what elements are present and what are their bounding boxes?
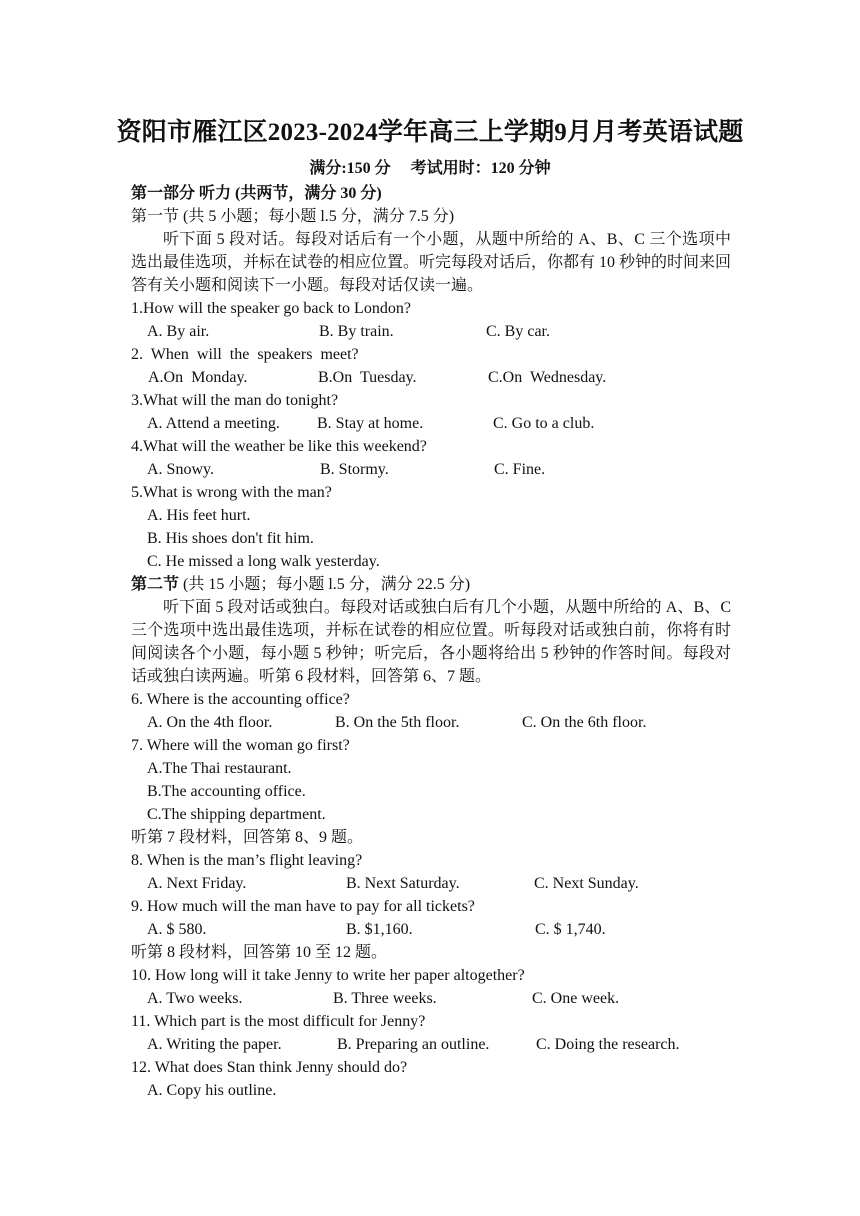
question-9: 9. How much will the man have to pay for all tickets? [131, 898, 475, 915]
option-c: C. Doing the research. [536, 1036, 680, 1053]
option-c: C. By car. [486, 323, 550, 340]
option-c: C. Next Sunday. [534, 875, 639, 892]
exam-content [131, 182, 731, 1102]
question-1: 1.How will the speaker go back to London? [131, 300, 411, 317]
option-c: C. $ 1,740. [535, 921, 606, 938]
option-c: C.The shipping department. [147, 806, 326, 823]
question-3-options [131, 412, 731, 435]
section2-heading-rest: (共 15 小题；每小题 l.5 分，满分 22.5 分) [179, 576, 471, 593]
question-8: 8. When is the man’s flight leaving? [131, 852, 363, 869]
question-4: 4.What will the weather be like this weekend? [131, 438, 427, 455]
option-a: A. Next Friday. [147, 875, 247, 892]
option-a: A. His feet hurt. [147, 507, 251, 524]
option-b: B.The accounting office. [147, 783, 306, 800]
exam-title: 资阳市雁江区2023-2024学年高三上学期9月月考英语试题 [116, 119, 744, 146]
option-a: A. Writing the paper. [147, 1036, 282, 1053]
section1-instructions: 听下面 5 段对话。每段对话后有一个小题，从题中所给的 A、B、C 三个选项中选出最佳选项，并标在试卷的相应位置。听完每段对话后，你都有 10 秒钟的时间来回答有关小题和阅读下一小题。每段对话仅读一遍。 [131, 231, 732, 294]
section2-heading [131, 573, 731, 596]
part1-heading: 第一部分 听力 (共两节，满分 30 分) [131, 185, 382, 202]
question-5: 5.What is wrong with the man? [131, 484, 332, 501]
question-6: 6. Where is the accounting office? [131, 691, 350, 708]
option-b: B.On Tuesday. [318, 369, 417, 386]
option-a: A.On Monday. [148, 369, 248, 386]
exam-subtitle [0, 155, 860, 178]
question-12: 12. What does Stan think Jenny should do? [131, 1059, 408, 1076]
exam-time: 考试用时：120 分钟 [410, 160, 551, 177]
option-b: B. His shoes don't fit him. [147, 530, 314, 547]
option-c: C. Go to a club. [493, 415, 595, 432]
option-c: C. On the 6th floor. [522, 714, 647, 731]
material-7-note: 听第 7 段材料，回答第 8、9 题。 [131, 829, 364, 846]
full-score: 满分:150 分 [309, 160, 391, 177]
option-b: B. On the 5th floor. [335, 714, 460, 731]
option-a: A. On the 4th floor. [147, 714, 273, 731]
section1-heading: 第一节 (共 5 小题；每小题 l.5 分，满分 7.5 分) [131, 208, 455, 225]
option-b: B. By train. [319, 323, 394, 340]
option-c: C. Fine. [494, 461, 546, 478]
question-6-options [131, 711, 731, 734]
question-2-options [131, 366, 731, 389]
question-11: 11. Which part is the most difficult for Jenny? [131, 1013, 426, 1030]
option-b: B. $1,160. [346, 921, 413, 938]
option-b: B. Stay at home. [317, 415, 424, 432]
question-10: 10. How long will it take Jenny to write her paper altogether? [131, 967, 525, 984]
option-c: C. One week. [532, 990, 620, 1007]
question-3: 3.What will the man do tonight? [131, 392, 339, 409]
option-a: A. Two weeks. [147, 990, 243, 1007]
option-a: A. Copy his outline. [147, 1082, 277, 1099]
option-a: A. Attend a meeting. [147, 415, 280, 432]
option-b: B. Preparing an outline. [337, 1036, 490, 1053]
option-c: C.On Wednesday. [488, 369, 607, 386]
option-a: A.The Thai restaurant. [147, 760, 292, 777]
option-a: A. Snowy. [147, 461, 214, 478]
question-2: 2. When will the speakers meet? [131, 346, 359, 363]
section2-instructions: 听下面 5 段对话或独白。每段对话或独白后有几个小题，从题中所给的 A、B、C 三个选项中选出最佳选项，并标在试卷的相应位置。听每段对话或独白前，你将有时间阅读各个小题，每小题 5 秒钟；听完后，各小题将给出 5 秒钟的作答时间。每段对话或独白读两遍。听第 6 段材料，回答第 6、7 题。 [131, 599, 731, 685]
option-b: B. Next Saturday. [346, 875, 460, 892]
section2-heading-label: 第二节 [131, 576, 180, 593]
question-8-options [131, 872, 731, 895]
option-b: B. Three weeks. [333, 990, 437, 1007]
option-c: C. He missed a long walk yesterday. [147, 553, 380, 570]
option-a: A. By air. [147, 323, 210, 340]
option-b: B. Stormy. [320, 461, 389, 478]
option-a: A. $ 580. [147, 921, 207, 938]
question-9-options [131, 918, 731, 941]
material-8-note: 听第 8 段材料，回答第 10 至 12 题。 [131, 944, 388, 961]
question-4-options [131, 458, 731, 481]
question-1-options [131, 320, 731, 343]
question-11-options [131, 1033, 731, 1056]
question-10-options [131, 987, 731, 1010]
question-7: 7. Where will the woman go first? [131, 737, 350, 754]
